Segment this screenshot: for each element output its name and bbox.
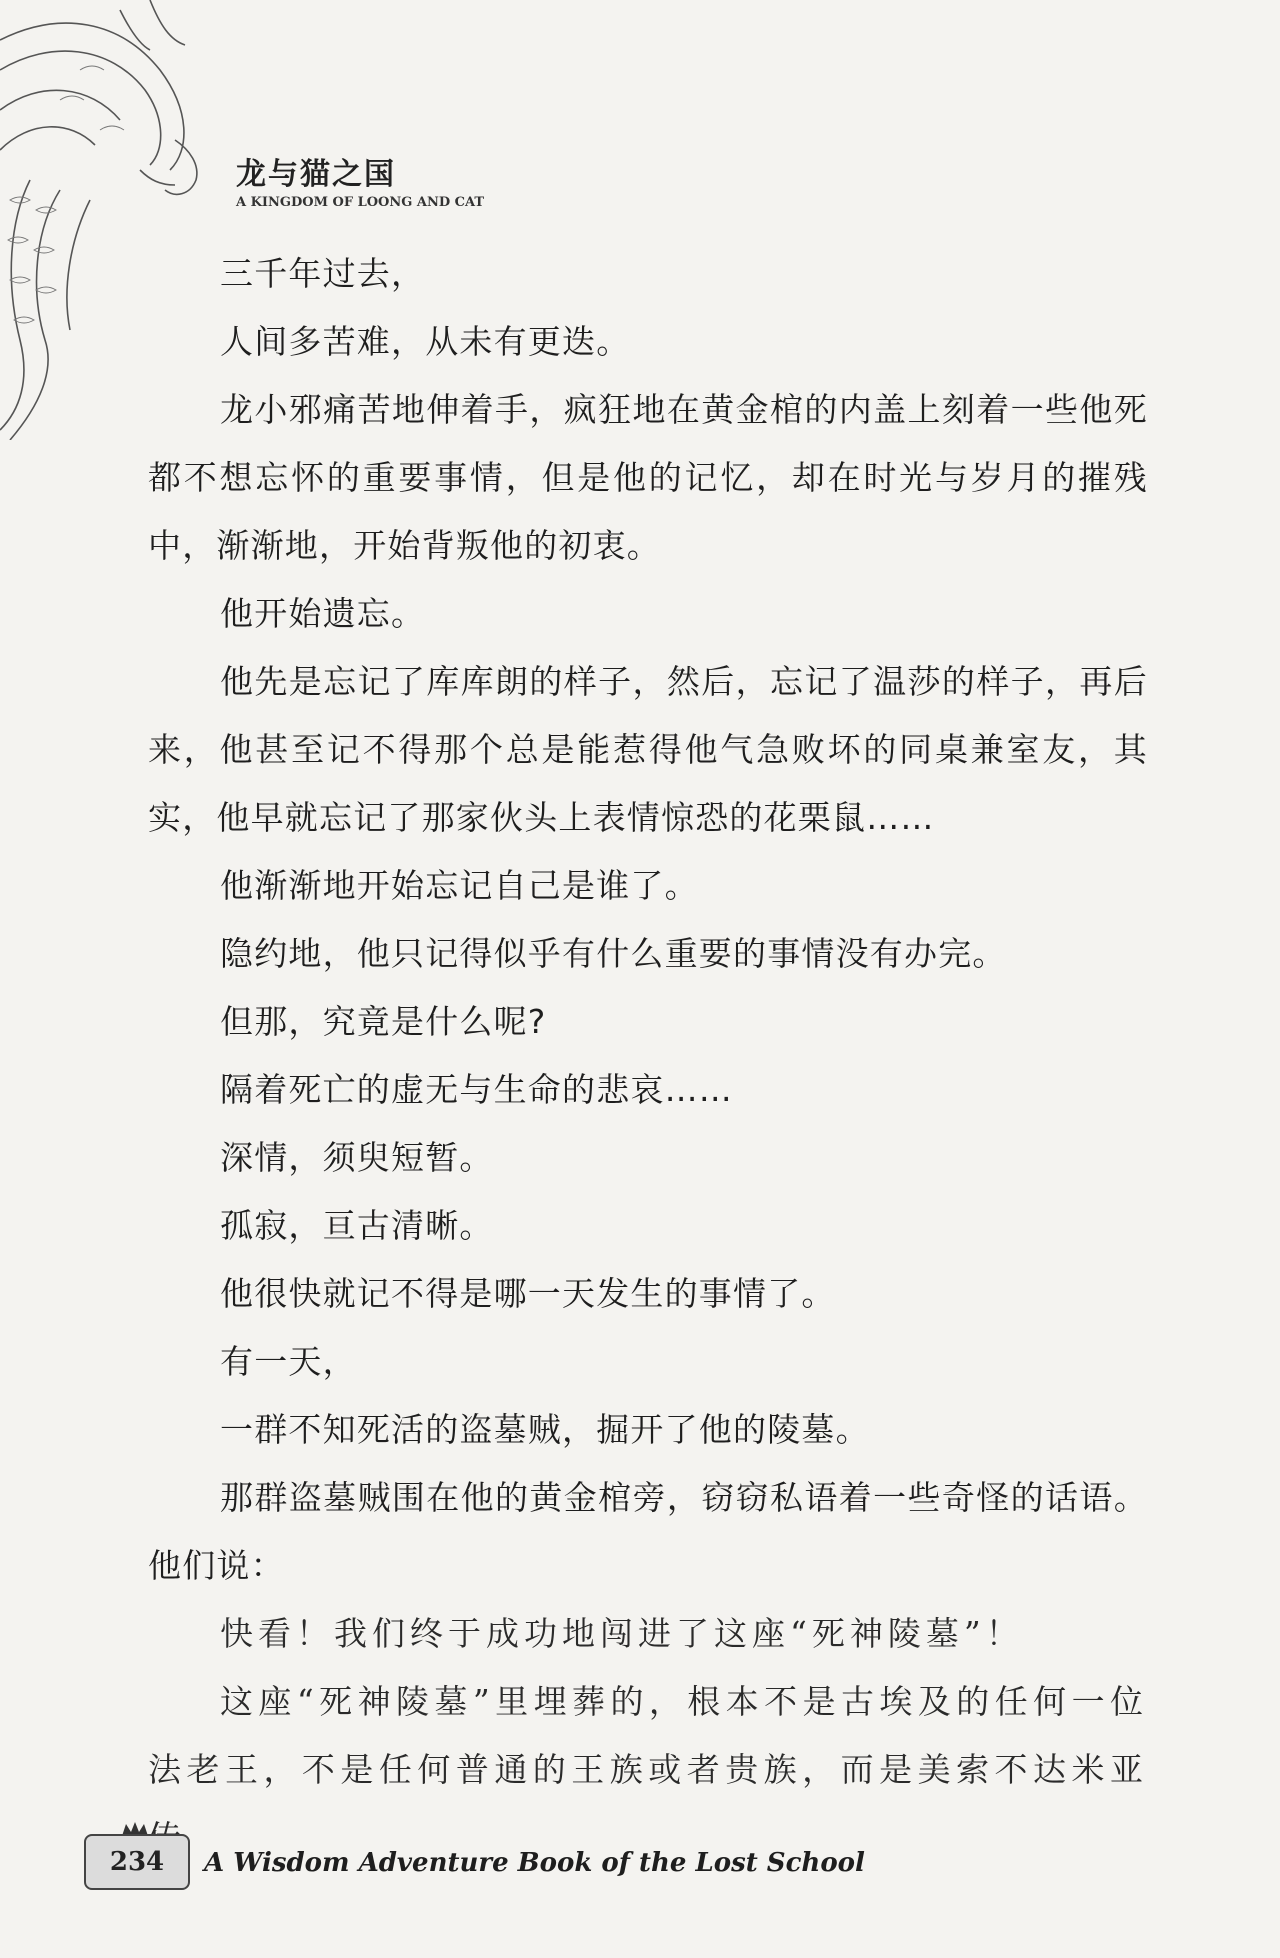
paragraph: 他先是忘记了库库朗的样子，然后，忘记了温莎的样子，再后来，他甚至记不得那个总是能惹得他气急败坏的同桌兼室友，其实，他早就忘记了那家伙头上表情惊恐的花栗鼠…… (148, 662, 1148, 837)
book-subtitle: A KINGDOM OF LOONG AND CAT (236, 195, 485, 210)
paragraph: 他很快就记不得是哪一天发生的事情了。 (220, 1274, 836, 1313)
paragraph: 隔着死亡的虚无与生命的悲哀…… (220, 1070, 733, 1109)
paragraph: 龙小邪痛苦地伸着手，疯狂地在黄金棺的内盖上刻着一些他死都不想忘怀的重要事情，但是他的记忆，却在时光与岁月的摧残中，渐渐地，开始背叛他的初衷。 (148, 390, 1148, 565)
paragraph: 三千年过去， (220, 254, 426, 293)
quote-paragraph: 这座“死神陵墓”里埋葬的，根本不是古埃及的任何一位法老王，不是任何普通的王族或者贵族，而是美索不达米亚 (148, 1682, 1148, 1789)
running-header (236, 158, 484, 212)
book-title: 龙与猫之国 (236, 157, 396, 192)
page-body (148, 240, 1148, 1872)
paragraph: 他开始遗忘。 (220, 594, 426, 633)
paragraph: 一群不知死活的盗墓贼，掘开了他的陵墓。 (220, 1410, 870, 1449)
paragraph: 他渐渐地开始忘记自己是谁了。 (220, 866, 699, 905)
paragraph: 深情，须臾短暂。 (220, 1138, 494, 1177)
page-number: 234 (84, 1834, 190, 1890)
paragraph: 有一天， (220, 1342, 357, 1381)
series-title: A Wisdom Adventure Book of the Lost School (204, 1848, 865, 1878)
paragraph: 那群盗墓贼围在他的黄金棺旁，窃窃私语着一些奇怪的话语。他们说： (148, 1478, 1148, 1585)
paragraph: 孤寂，亘古清晰。 (220, 1206, 494, 1245)
paragraph: 但那，究竟是什么呢? (220, 1002, 547, 1041)
paragraph: 人间多苦难，从未有更迭。 (220, 322, 631, 361)
page-footer (84, 1820, 984, 1900)
paragraph: 隐约地，他只记得似乎有什么重要的事情没有办完。 (220, 934, 1007, 973)
quote-paragraph: 快看！我们终于成功地闯进了这座“死神陵墓”！ (220, 1614, 1024, 1653)
